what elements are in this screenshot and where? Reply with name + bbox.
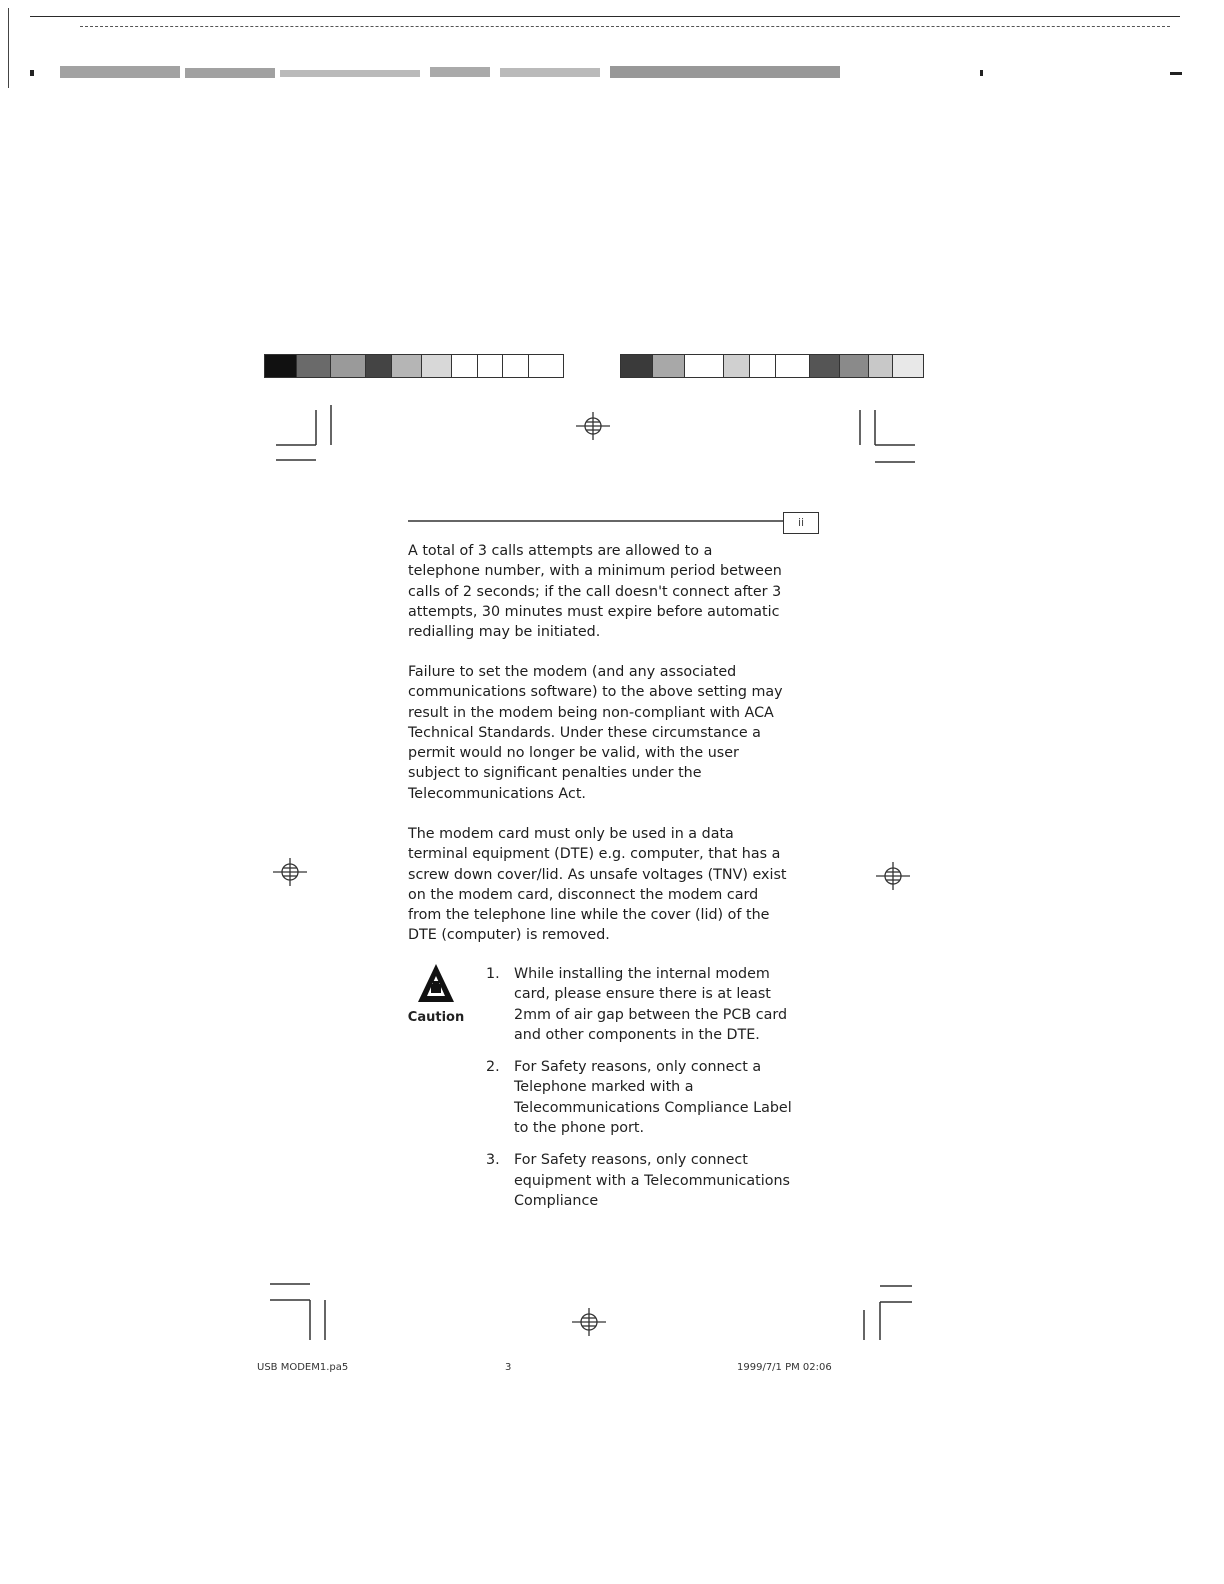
caution-icon — [416, 962, 456, 1004]
page-header-box: ii — [783, 512, 819, 534]
caution-label: Caution — [407, 1010, 465, 1025]
list-item — [486, 964, 796, 1045]
list-item-text: While installing the internal modem card, please ensure there is at least 2mm of air gap between the PCB card and other components in the DTE. — [514, 966, 788, 1043]
caution-list — [486, 964, 796, 1223]
caution-block — [404, 962, 468, 1025]
list-item-number: 3. — [486, 1152, 500, 1169]
footer-timestamp: 1999/7/1 PM 02:06 — [737, 1362, 832, 1373]
paragraph-dte-safety: The modem card must only be used in a data terminal equipment (DTE) e.g. computer, that has a screw down cover/lid. As unsafe voltages (TNV) exist on the modem card, disconnect the modem card from the telephone line while the cover (lid) of the DTE (computer) is removed. — [408, 826, 787, 944]
list-item-number: 1. — [486, 966, 500, 982]
list-item-text: For Safety reasons, only connect a Telephone marked with a Telecommunications Compliance Label to the phone port. — [514, 1059, 792, 1137]
list-item — [486, 1057, 796, 1138]
list-item-number: 2. — [486, 1059, 500, 1076]
footer-filename: USB MODEM1.pa5 — [257, 1362, 349, 1373]
list-item — [486, 1150, 796, 1211]
paragraph-redial-limits: A total of 3 calls attempts are allowed to a telephone number, with a minimum period between calls of 2 seconds; if the call doesn't connect after 3 attempts, 30 minutes must expire before automatic redialling may be initiated. — [408, 543, 782, 641]
footer-page-number: 3 — [505, 1362, 512, 1373]
list-item-text: For Safety reasons, only connect equipment with a Telecommunications Compliance — [514, 1152, 790, 1209]
paragraph-compliance: Failure to set the modem (and any associated communications software) to the above setting may result in the modem being non-compliant with ACA Technical Standards. Under these circumstance a permit would no longer be valid, with the user subject to significant penalties under the Telecommunications Act. — [408, 664, 783, 802]
